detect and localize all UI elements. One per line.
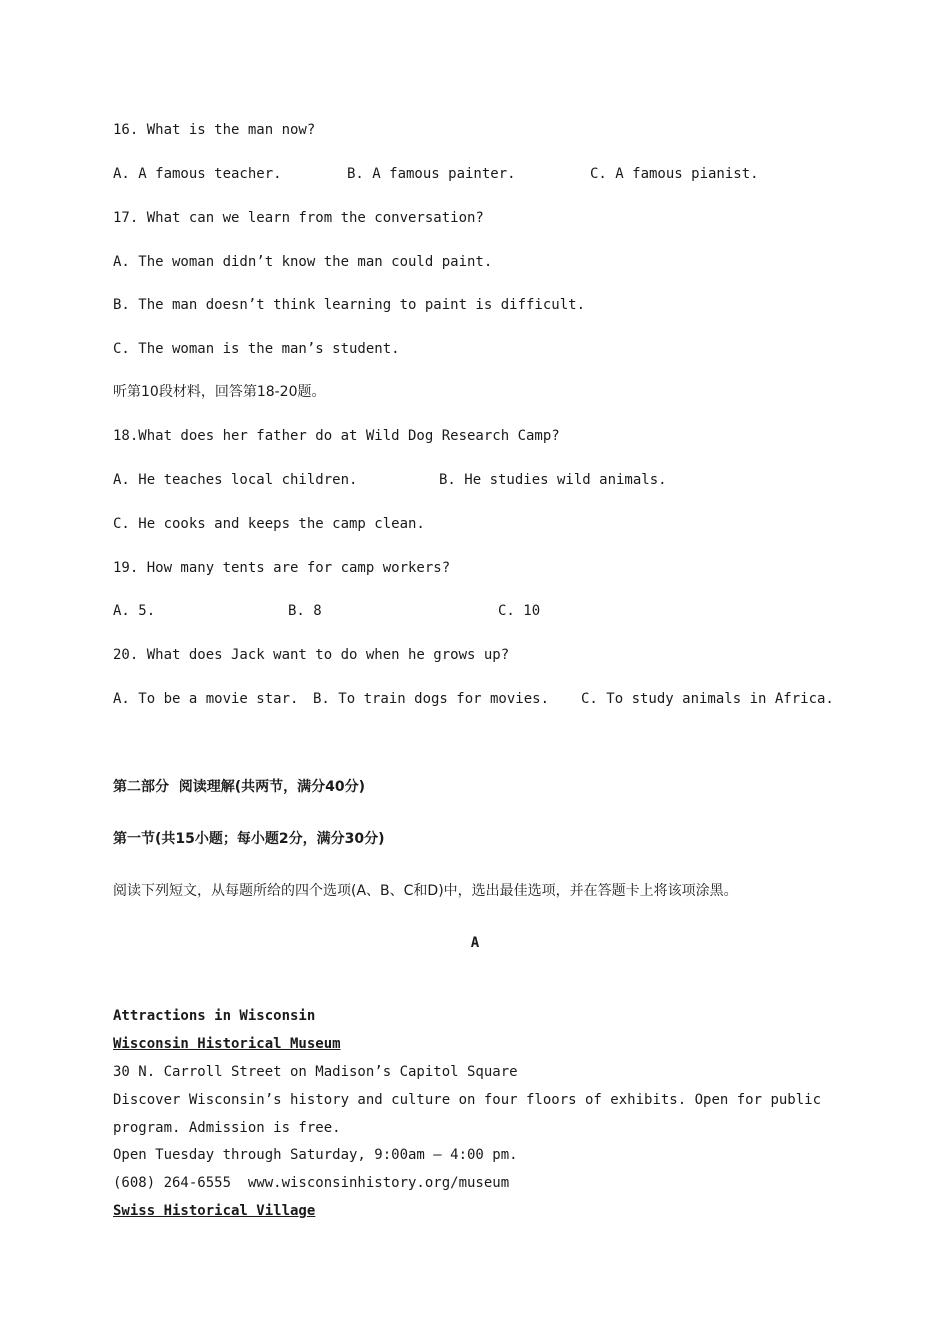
question-19-option-c: C. 10: [498, 603, 541, 619]
question-20-option-c: C. To study animals in Africa.: [581, 691, 834, 707]
passage-letter: A: [470, 935, 480, 951]
question-16-option-c: C. A famous pianist.: [590, 166, 759, 182]
part-two-title: 第二部分 阅读理解(共两节，满分40分): [113, 779, 366, 795]
question-19-option-b: B. 8: [288, 603, 322, 619]
museum-contact: (608) 264-6555 www.wisconsinhistory.org/museum: [113, 1175, 510, 1191]
question-18-option-c: C. He cooks and keeps the camp clean.: [113, 516, 425, 532]
question-16-stem: 16. What is the man now?: [113, 122, 316, 138]
museum-name: Wisconsin Historical Museum: [113, 1036, 341, 1052]
question-17-option-a: A. The woman didn’t know the man could paint.: [113, 254, 493, 270]
question-17-stem: 17. What can we learn from the conversation?: [113, 210, 484, 226]
question-20-stem: 20. What does Jack want to do when he grows up?: [113, 647, 510, 663]
section-one-title: 第一节(共15小题；每小题2分，满分30分): [113, 831, 385, 847]
question-20-option-b: B. To train dogs for movies.: [313, 691, 550, 707]
question-17-option-c: C. The woman is the man’s student.: [113, 341, 400, 357]
question-16-option-b: B. A famous painter.: [347, 166, 516, 182]
question-17-option-b: B. The man doesn’t think learning to paint is difficult.: [113, 297, 586, 313]
museum-description-line-1: Discover Wisconsin’s history and culture on four floors of exhibits. Open for public: [113, 1092, 822, 1108]
question-18-stem: 18.What does her father do at Wild Dog Research Camp?: [113, 428, 560, 444]
village-name: Swiss Historical Village: [113, 1203, 316, 1219]
question-19-stem: 19. How many tents are for camp workers?: [113, 560, 451, 576]
passage-title: Attractions in Wisconsin: [113, 1008, 316, 1024]
museum-hours: Open Tuesday through Saturday, 9:00am – 4:00 pm.: [113, 1147, 518, 1163]
question-19-option-a: A. 5.: [113, 603, 156, 619]
question-16-option-a: A. A famous teacher.: [113, 166, 282, 182]
question-18-option-a: A. He teaches local children.: [113, 472, 358, 488]
question-20-option-a: A. To be a movie star.: [113, 691, 299, 707]
section-10-instruction: 听第10段材料，回答第18-20题。: [113, 384, 326, 400]
museum-address: 30 N. Carroll Street on Madison’s Capitol Square: [113, 1064, 518, 1080]
question-18-option-b: B. He studies wild animals.: [439, 472, 667, 488]
reading-instruction: 阅读下列短文，从每题所给的四个选项(A、B、C和D)中，选出最佳选项，并在答题卡上将该项涂黑。: [113, 883, 738, 899]
museum-description-line-2: program. Admission is free.: [113, 1120, 341, 1136]
question-20-options: [113, 690, 853, 780]
